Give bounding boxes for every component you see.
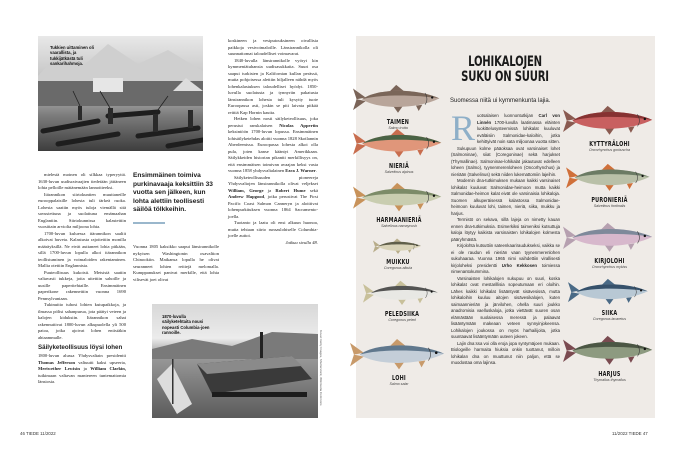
text-run: mielestä moinen oli silkkaa typeryyttä. 1630-luvun uudisraivaajien tiedetään jättäneen lohia pelloille mätänemään lannoitteeksi. [38,172,126,190]
right-folio: 11/2022 TIEDE 47 [612,431,648,436]
cannery-illustration [152,304,318,418]
bold-name: Carl von Linnén [477,113,560,125]
fish-species-left [362,280,442,323]
fish-species-left [352,182,446,229]
fish-latin-name: Salvelinus alpinus [384,170,414,175]
panel-body [451,108,560,367]
fish-latin-name: Coregonus peled [388,317,416,322]
text-run: Termistö on sekava, sillä lajeja on nimetty kauan ennen dna-tutkimuksia. Esimerkiksi taimeniksi kutsuttuja kaloja löytyy kaikista varsinaisten lohikalojen kolmesta pääryhmästä. [451,217,560,242]
text-run: Tuotanto ja laatu oli ensi alkuun huonoa, mutta tehtaan siirto runsaslohiselle Columbia-joelle auttoi. [228,220,318,238]
bold-name: Robert Hume [275,187,306,193]
text-run: , jotka perustivat The First Pacific Coast Salmon Canneryn ja aloittivat lohenpurkituksen vuonna 1864 Sacramento-joella. [228,194,318,219]
text-run: Lajin dna:ssa voi olla eroja jopa syntymäjoen mukaan. Biologeille harmaita hiuksia onkin tuottanut, milloin lohikalan dna on muuttunut niin paljon, että se muodostaa oma lajinsa. [451,340,560,365]
paragraph [228,116,318,175]
column-1-after-paragraphs [38,353,126,386]
paragraph [228,58,318,117]
fish-illustration [353,84,443,115]
text-run: 1700-luvun kuluessa itärannikon saaliit alkoivat huveta. Kalastusta rajoitettiin monilla määräyksillä. Ne eivät auttaneet lohia pitkään, sillä 1700-luvun lopulla alkoi itärannikon teollistuminen ja voimaloiden rakentaminen. Mallia otettiin Englannista. [38,230,126,268]
text-run: ja [263,187,276,193]
paragraph [228,175,318,221]
fish-illustration [568,278,651,306]
paragraph [133,244,219,283]
fish-latin-name: Oncorhynchus mykiss [591,264,628,269]
fish-illustration [373,238,423,255]
fish-illustration [363,280,441,307]
paragraph [38,192,126,231]
fish-latin-name: Thymallus thymallus [593,377,626,382]
pull-quote: Ensimmäinen toimiva purkinavaaja keksittiin 33 vuotta sen jälkeen, kun lohta alettiin teollisesti säilöä tölkkeihin. [133,172,213,214]
text-run: toimiessa nimenantokummina. [451,262,560,274]
body-column-2 [133,244,219,283]
column-3-paragraphs [228,38,318,240]
top-image-caption: Tukkien uittaminen oli vaarallista, ja tukkijätkästä tuli sankarihahmoja. [50,45,94,67]
paragraph [228,38,318,58]
bold-name: Andrew Hapgood [228,194,265,199]
paragraph [38,231,126,270]
bold-name: Urho Kekkosen [501,262,537,268]
fish-latin-name: Salmo salar [389,382,409,387]
text-run: sekä [305,187,318,193]
log-driving-illustration [38,36,203,151]
fish-illustration [563,105,656,137]
fish-species-right [562,335,657,383]
drop-cap: R [451,108,476,148]
pull-quote-divider [133,222,165,224]
paragraph [451,146,560,179]
text-run: 1700-luvulla laatimassa eläinten luokittelusysteemissä lohikalat kuuluvat eväläisiin Salmonidae-kaloihin, jotka kehittyivät noin sata miljoonaa vuotta sitten. [477,119,560,144]
bold-name: Nicolas Appertin [279,122,318,128]
paragraph [451,243,560,276]
text-run: koskineen ja vesiputouksineen oivallisia paikkoja vesivoimaloille. Länsirannikolla oli suunnattomat taloudelliset voimavarat. [228,38,318,56]
fish-illustration [350,338,448,371]
fish-latin-name: Salvelinus namaycush [381,224,417,229]
bold-name: William, George [228,187,264,193]
left-folio: 46 TIEDE 11/2022 [20,431,56,436]
fish-name: KYTTYRÄLOHI [589,139,630,148]
paragraph [38,172,126,192]
text-run: valtuutti kaksi upseeria, [75,359,126,365]
panel-paragraphs [451,108,560,367]
text-run: Varsinaisten lohikalojen sukupuu on suuri, koska lohikalat ovat mestarillisia sopeutumaan eri oloihin. Lähes kaikki lohikalat lisääntyvät sisävesissä, mutta lohikaloihin kuuluu aitojen sisävesikalojen, kuten saimaannieriän ja järvilohen, ohella suuri joukko anadromisia vaelluskaloja, jotka viettävät suuren osan elämästään suolaisessa meressä ja palaavat lisääntymään makeaan veteen synnyinjokeensa. Lohikalojen joukossa on myös harhailijoita, jotka suuntaavat lisääntymään uuteen jokeen. [451,275,560,339]
body-column-3 [228,38,318,246]
continued-note: Jatkuu sivulla 48. [285,239,318,245]
photo-credit: Kuvat: Getty Images, Shutterstock, Wikimedia Commons [319,330,323,406]
text-run: tutkimaan valtavan mantereen tuntemattomia länsiosia. [38,372,126,384]
text-run: Sukupuun kolme pääoksaa ovat varsinaiset lohet (Salmoninae), siiat (Coregoninae) sekä harjukset (Thymallinae). Salmoninae-lohikalat jakautuvat edelleen loheen (Salmo), tyynenmerenloheen (Oncorhynchus) ja nieriään (Salvelinus) sekä niiden lukemattomiin lajeihin. [451,145,560,177]
fish-name: MUIKKU [386,258,410,266]
subheading: Säilyketeollisuus löysi lohen [38,344,123,351]
text-run: Tukinuitto tuhosi lohien kutupaikkoja, ja ilmassa pölisi sahanpurua, jota päätyi veteen ja kalojen kiduksiin. Itärannikon sahat rakennuttivat 1800-luvun alkupuolella yli 500 patoa, jotka ajoivat lohen entistäkin ahtaammalle. [38,302,126,340]
fish-latin-name: Salmo trutta [388,125,408,130]
text-run: Säilyketeollisuuden pioneereja Yhdysvaltojen länsirannikolla olivat veljekset [228,174,318,186]
bold-name: Ezra J. Warner [285,168,316,173]
fish-name: PELEDSIIKA [384,309,420,318]
bold-name: Meriwether Lewisin [38,366,80,371]
paragraph [451,341,560,367]
bold-name: William Clarkin, [90,366,126,371]
text-run: keksintöön 1700-luvun lopussa. Ensimmäinen lohisäilyketehdas aloitti vuonna 1828 Skotlannin Aberdeenissa. Euroopassa lohesta alkoi olla pula, joten kanse kääntyi Amerikkaan. Säilykkeiden historian pikantti merkillisyys on, että ensimmäisen toimivan avaajan keksi vasta vuonna 1858 yhdysvaltalainen [228,129,318,173]
fish-illustration [566,163,653,193]
fish-name: LOHI [392,374,406,383]
text-run: Hetken lohen nosti säilyketeollisuus, joka perustui ranskalaisen [228,116,318,128]
fish-name: SIIKA [601,309,618,318]
text-run: Puuteollisuus kukoisti. Metsistä saatiin valtavasti tukkeja, joita uitettiin sahoille ja uusille paperitehtaille. Ensimmäinen paperikone rakennettiin vuonna 1690 Pennsylvaniaan. [38,269,126,301]
fish-latin-name: Salvelinus fontinalis [593,203,626,208]
fish-name: TAIMEN [386,117,410,126]
fish-species-right [565,163,654,209]
paragraph [451,276,560,341]
fish-name: HARJUS [598,369,621,378]
column-1-paragraphs [38,172,126,341]
fish-illustration [563,222,656,254]
fish-illustration [563,335,656,367]
text-run: 1840-luvulla länsirannikolle vyöryi kin kymmeniätuhansia uudisasukkaita. Suuri osa saapui turkisten ja Kalifornian kullan perässä, mutta pohjoisessa alettiin hiljalleen nähdä myös lohenkalastuksen taloudelliset hyödyt. 1850-luvulla suolatusta ja tynnyriin pakatusta länsirannikon lohesta tuli kysytty tuote Euroopassa asti, joskin se piti laivata pitkää reittiä Kap Hornin kautta. [228,57,318,115]
paragraph [451,217,560,243]
fish-name: PURONIERIÄ [591,195,628,204]
paragraph [38,353,126,386]
text-run: . [315,168,317,173]
fish-latin-name: Oncorhynchus gorbuscha [589,147,630,152]
column-2-paragraphs [133,244,219,283]
bold-name: Thomas Jefferson [38,359,76,365]
fish-name: HARMAANIERIÄ [376,216,422,225]
fish-name: NIERIÄ [389,162,409,171]
fish-name: KIRJOLOHI [594,256,625,265]
text-run: ja [79,366,91,371]
fish-latin-name: Coregonus lavaretus [592,317,627,322]
paragraph [38,302,126,341]
fish-species-right [567,278,652,322]
paragraph [451,178,560,217]
paragraph [38,270,126,303]
text-run: 1800-luvun alussa Yhdysvaltain presidentti [38,353,126,358]
fish-illustration [353,182,445,213]
text-run: Kirjolohta kutsuttiin sateenkaariraudukseksi, vaikka se ei ole raudun eli nieriän vaan tyynenmerenlohen sukuhaaraa. Vuonna 1965 nimi vaihdettiin virallisesti kirjoloheksi presidentti [451,243,560,268]
bottom-image-caption: 1870-luvulla säilyketehtaita nousi nopeasti Columbia-joen rannoille. [162,314,210,336]
fish-species-left [372,238,424,271]
text-run: Vuonna 1805 kaksikko saapui länsirannikolle nykyisen Washingtonin osavaltion Chinookiin. Matkansa lopulla he olivat seuranneet lohien reittejä melomalla. Kumppanukset panivat merkille, että lohia vilisevät joet olivat [133,244,219,282]
fish-latin-name: Coregonus albula [383,266,413,270]
fish-species-left [349,338,449,387]
text-run: Modernin dna-tutkimuksen mukaan kaikki varsinaiset lohikalat kuuluvat Salmonidae-heimoon mutta kaikki Salmonidae-heimon kalat eivät ole varsinaisia lohikaloja. Suomen alkuperäisessä kalastossa Salmonidae-heimoon kuuluvat lohi, taimen, nieriä, siika, muikku ja harjus. [451,178,560,216]
text-run: uotsalaisen luonnontutkijan [477,113,539,118]
body-column-1 [38,172,126,386]
fish-species-right [562,105,657,153]
panel-title: LOHIKALOJEN SUKU ON SUURI [461,54,549,85]
panel-subtitle: Suomessa niitä ui kymmenkunta lajia. [450,98,551,104]
paragraph [228,220,318,240]
fish-species-right [562,222,657,270]
fish-species-left [352,84,444,131]
text-run: Itärannikon siirtokuntien muuttaneille eurooppalaisille lohesta tuli tärkeä ruoka. Lohesta saatiin myös tuloja viemällä sitä savustettuna ja suolattuna emämaahan Englantiin. Siirtokunnissa kalastettiin vuosittain arviolta miljoona lohta. [38,191,126,229]
